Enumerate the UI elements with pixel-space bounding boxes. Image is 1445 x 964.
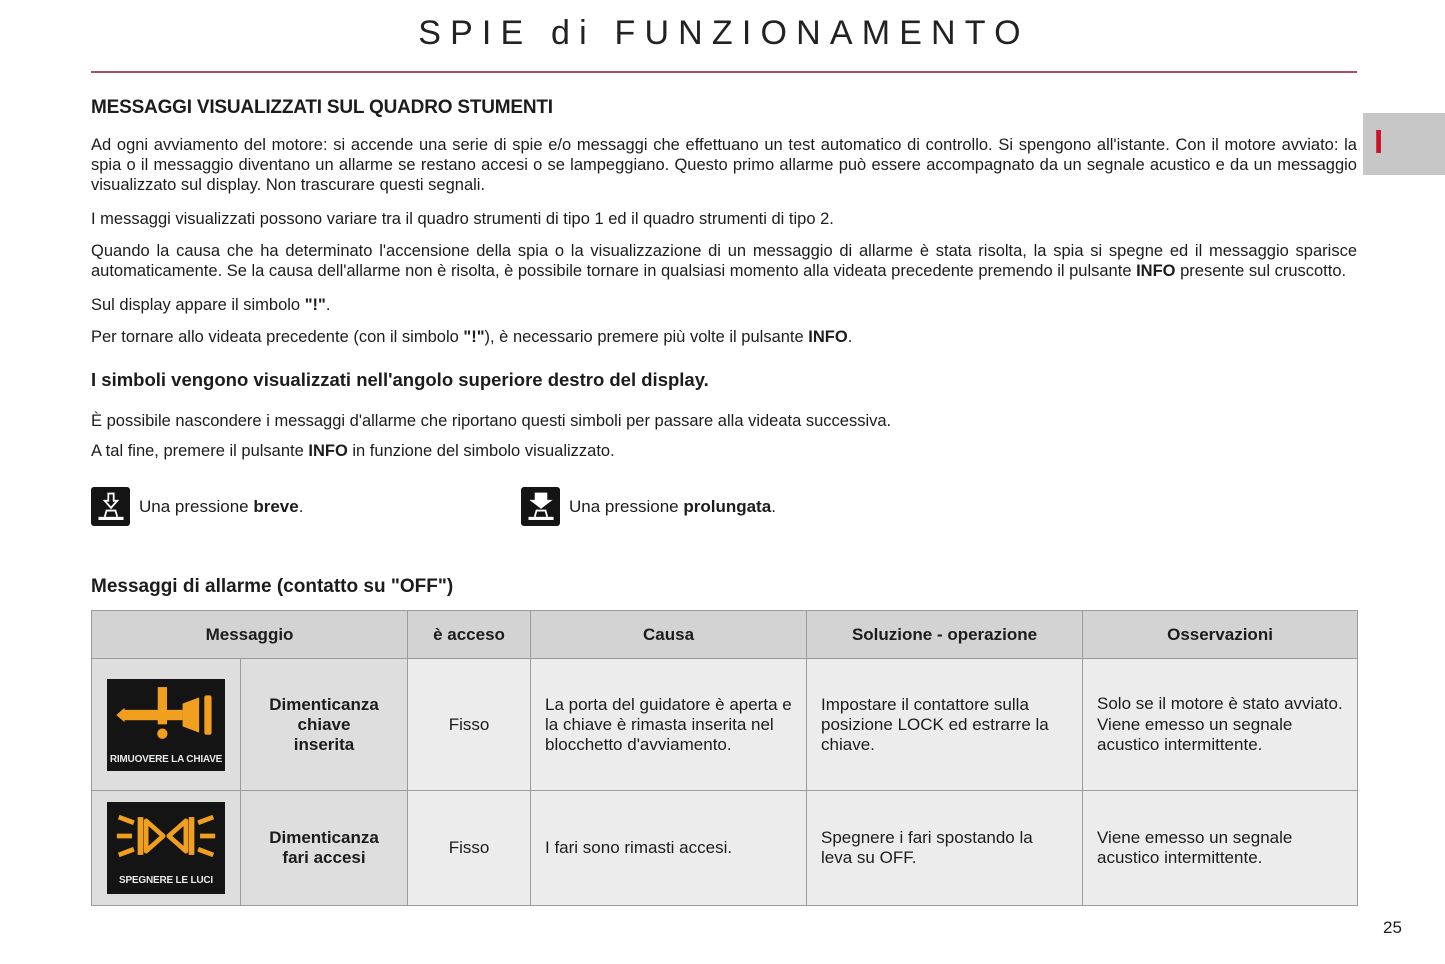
table-row-key-inserted <box>92 659 1358 791</box>
intro-paragraph-1: Ad ogni avviamento del motore: si accende una serie di spie e/o messaggi che effettuano un test automatico di controllo. Si spengono all'istante. Con il motore avviato: la spia o il messaggio diventano un allarme se restano accesi o se lampeggiano. Questo primo allarme può essere accompagnato da un segnale acustico e da un messaggio visualizzato sul display. Non trascurare questi segnali. <box>91 136 1357 194</box>
col-header-causa: Causa <box>531 611 807 659</box>
warning-lamp-cell <box>92 659 241 791</box>
osservazioni-cell <box>1083 659 1358 791</box>
table-row-lights-on <box>92 791 1358 906</box>
col-header-soluzione: Soluzione - operazione <box>807 611 1083 659</box>
intro-paragraph-6: È possibile nascondere i messaggi d'allarme che riportano questi simboli per passare alla videata successiva. <box>91 412 892 430</box>
alarm-messages-table <box>91 610 1358 906</box>
intro-paragraph-4: Sul display appare il simbolo "!". <box>91 296 331 314</box>
short-press-icon <box>91 487 130 526</box>
display-note-bold: I simboli vengono visualizzati nell'angolo superiore destro del display. <box>91 369 709 390</box>
short-press-label: Una pressione breve. <box>139 496 304 516</box>
warning-lamp-cell <box>92 791 241 906</box>
long-press-icon <box>521 487 560 526</box>
long-press-label: Una pressione prolungata. <box>569 496 776 516</box>
col-header-osservazioni: Osservazioni <box>1083 611 1358 659</box>
intro-paragraph-3: Quando la causa che ha determinato l'accensione della spia o la visualizzazione di un messaggio di allarme è stata risolta, la spia si spegne ed il messaggio sparisce automaticamente. Se la causa dell'allarme non è risolta, è possibile tornare in qualsiasi momento alla videata precedente premendo il pulsante INFO presente sul cruscotto. <box>91 242 1357 280</box>
press-legend <box>91 487 1357 526</box>
osservazione-line: Solo se il motore è stato avviato. <box>1097 694 1343 713</box>
page-content <box>91 0 1357 906</box>
lights-on-warning-icon <box>107 802 225 894</box>
soluzione-cell: Spegnere i fari spostando la leva su OFF. <box>807 791 1083 906</box>
osservazione-line: Viene emesso un segnale acustico intermittente. <box>1097 715 1293 754</box>
intro-paragraph-2: I messaggi visualizzati possono variare tra il quadro strumenti di tipo 1 ed il quadro strumenti di tipo 2. <box>91 210 834 228</box>
osservazioni-cell <box>1083 791 1358 906</box>
intro-paragraph-7: A tal fine, premere il pulsante INFO in funzione del simbolo visualizzato. <box>91 442 615 460</box>
col-header-messaggio: Messaggio <box>92 611 408 659</box>
alarm-table-heading: Messaggi di allarme (contatto su "OFF") <box>91 576 454 597</box>
osservazione-line: Viene emesso un segnale acustico intermittente. <box>1097 828 1293 867</box>
page-title: SPIE di FUNZIONAMENTO <box>418 14 1030 52</box>
page-number: 25 <box>1383 918 1402 937</box>
message-name-cell: Dimenticanza chiave inserita <box>241 659 408 791</box>
press-legend-short <box>91 487 521 526</box>
col-header-acceso: è acceso <box>408 611 531 659</box>
acceso-cell: Fisso <box>408 659 531 791</box>
key-inserted-warning-icon <box>107 679 225 771</box>
chapter-tab-letter: I <box>1374 123 1384 160</box>
warning-lamp-caption: SPEGNERE LE LUCI <box>118 875 214 886</box>
table-header-row <box>92 611 1358 659</box>
causa-cell: La porta del guidatore è aperta e la chiave è rimasta inserita nel blocchetto d'avviamento. <box>531 659 807 791</box>
press-legend-long <box>521 487 951 526</box>
chapter-tab <box>1363 113 1445 175</box>
section-heading: MESSAGGI VISUALIZZATI SUL QUADRO STUMENTI <box>91 97 553 118</box>
warning-lamp-caption: RIMUOVERE LA CHIAVE <box>109 753 223 765</box>
message-name-cell: Dimenticanza fari accesi <box>241 791 408 906</box>
causa-cell: I fari sono rimasti accesi. <box>531 791 807 906</box>
intro-paragraph-5: Per tornare allo videata precedente (con il simbolo "!"), è necessario premere più volte il pulsante INFO. <box>91 328 853 346</box>
title-divider-rule <box>91 71 1357 73</box>
acceso-cell: Fisso <box>408 791 531 906</box>
soluzione-cell: Impostare il contattore sulla posizione LOCK ed estrarre la chiave. <box>807 659 1083 791</box>
